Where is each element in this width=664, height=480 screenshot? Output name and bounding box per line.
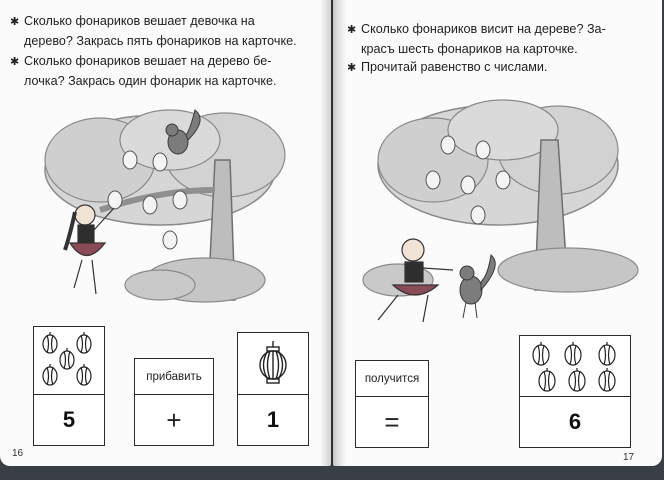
result-word: получится bbox=[364, 373, 420, 385]
lantern-card-five bbox=[33, 326, 105, 396]
task-text-line: Сколько фонариков вешает девочка на bbox=[24, 14, 255, 28]
task-1 bbox=[10, 12, 297, 51]
plus-sign: + bbox=[166, 404, 182, 435]
number-card-five bbox=[33, 394, 105, 446]
six-lanterns-icon bbox=[523, 339, 627, 395]
task-4 bbox=[347, 58, 547, 78]
number-one: 1 bbox=[266, 407, 280, 432]
page-number-left: 16 bbox=[12, 448, 24, 459]
task-2 bbox=[10, 52, 277, 91]
equals-sign: = bbox=[384, 406, 400, 437]
operation-word: прибавить bbox=[146, 371, 202, 383]
plus-sign-card bbox=[134, 394, 214, 446]
number-five: 5 bbox=[62, 407, 76, 432]
five-lanterns-icon bbox=[38, 332, 100, 390]
operation-word-card bbox=[134, 358, 214, 396]
task-text-line: Сколько фонариков висит на дереве? За- bbox=[361, 22, 606, 36]
lantern-card-one bbox=[237, 332, 309, 396]
left-page bbox=[0, 0, 331, 466]
bullet-star-icon: ✱ bbox=[10, 56, 20, 68]
bullet-star-icon: ✱ bbox=[347, 24, 357, 36]
page-number-right: 17 bbox=[623, 452, 635, 463]
task-3 bbox=[347, 20, 606, 59]
tree-illustration bbox=[30, 100, 320, 320]
lantern-icon bbox=[256, 339, 290, 389]
bullet-star-icon: ✱ bbox=[347, 62, 357, 74]
task-text-line: Прочитай равенство с числами. bbox=[361, 60, 548, 74]
result-word-card bbox=[355, 360, 429, 398]
task-text-line: дерево? Закрась пять фонариков на карточке. bbox=[24, 34, 297, 48]
lantern-card-six bbox=[519, 335, 631, 398]
tree-illustration bbox=[353, 90, 643, 330]
number-card-one bbox=[237, 394, 309, 446]
book-gutter bbox=[320, 0, 346, 466]
task-text-line: лочка? Закрась один фонарик на карточке. bbox=[24, 74, 277, 88]
right-page bbox=[333, 0, 662, 466]
number-six: 6 bbox=[568, 409, 582, 434]
equals-sign-card bbox=[355, 396, 429, 448]
number-card-six bbox=[519, 396, 631, 448]
task-text-line: красъ шесть фонариков на карточке. bbox=[361, 42, 578, 56]
bullet-star-icon: ✱ bbox=[10, 16, 20, 28]
task-text-line: Сколько фонариков вешает на дерево бе- bbox=[24, 54, 272, 68]
